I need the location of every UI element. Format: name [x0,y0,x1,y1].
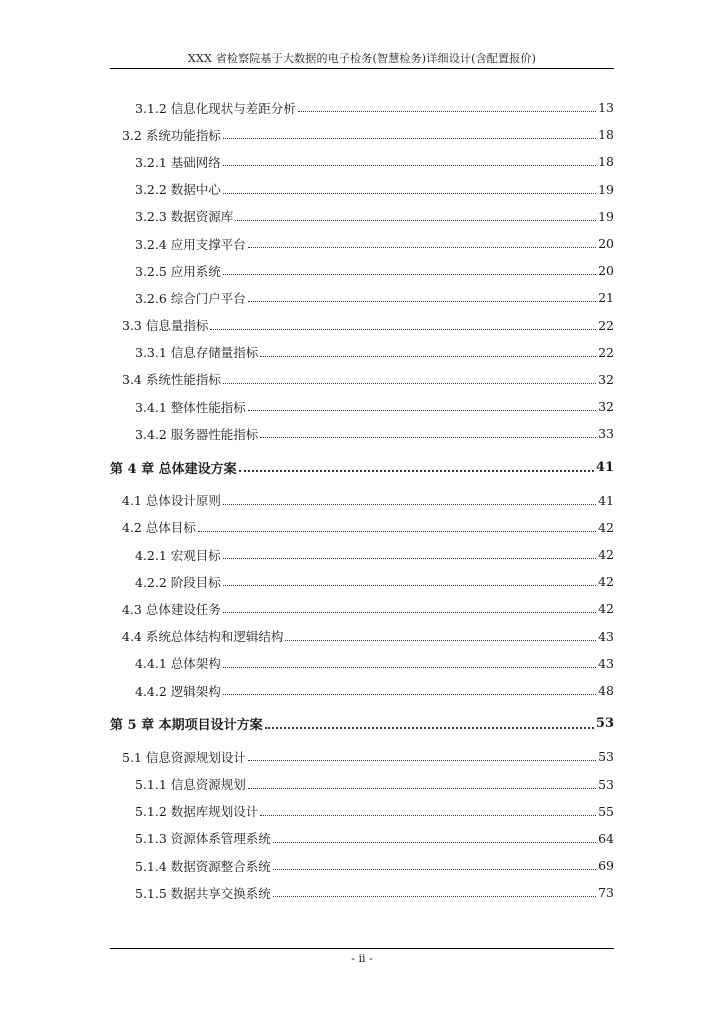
toc-entry[interactable] [110,366,614,393]
toc-entry-page: 53 [598,749,614,765]
toc-entry-page: 64 [598,830,614,846]
toc-entry-label: 5.1.2 数据库规划设计 [135,804,259,820]
toc-dot-leader [248,788,596,789]
toc-entry[interactable] [110,284,614,311]
page-header-title: XXX 省检察院基于大数据的电子检务(智慧检务)详细设计(含配置报价) [187,52,537,65]
toc-entry-label: 3.2.4 应用支撑平台 [135,236,246,252]
toc-entry-label: 3.2.3 数据资源库 [135,209,234,225]
toc-entry[interactable] [110,420,614,447]
toc-entry-label: 4.1 总体设计原则 [122,493,221,509]
toc-dot-leader [298,111,596,112]
toc-dot-leader [265,727,594,729]
toc-entry[interactable] [110,121,614,148]
toc-entry-page: 48 [598,683,614,699]
toc-dot-leader [285,640,596,641]
toc-entry-page: 21 [598,290,614,306]
toc-dot-leader [260,437,596,438]
toc-entry-page: 42 [598,547,614,563]
toc-entry-label: 3.4 系统性能指标 [122,372,221,388]
toc-entry-label: 3.1.2 信息化现状与差距分析 [135,100,296,116]
toc-entry-label: 4.2 总体目标 [122,520,196,536]
toc-entry[interactable] [110,339,614,366]
toc-entry-label: 3.2.1 基础网络 [135,154,221,170]
toc-entry[interactable] [110,677,614,704]
toc-entry-page: 42 [598,601,614,617]
toc-entry[interactable] [110,743,614,770]
toc-entry-label: 4.2.2 阶段目标 [135,574,221,590]
toc-entry-label: 第 4 章 总体建设方案 [110,461,237,477]
toc-entry-page: 20 [598,236,614,252]
toc-dot-leader [223,667,596,668]
toc-entry-label: 5.1.1 信息资源规划 [135,777,246,793]
toc-entry[interactable] [110,514,614,541]
toc-dot-leader [223,504,596,505]
toc-dot-leader [248,760,596,761]
toc-entry-label: 4.3 总体建设任务 [122,601,221,617]
toc-entry-page: 19 [598,208,614,224]
toc-entry-page: 43 [598,628,614,644]
toc-dot-leader [223,193,596,194]
toc-entry[interactable] [110,312,614,339]
toc-entry-page: 41 [595,459,614,475]
toc-dot-leader [223,165,596,166]
toc-entry-page: 73 [598,885,614,901]
toc-dot-leader [223,274,596,275]
toc-entry-label: 4.4 系统总体结构和逻辑结构 [122,629,284,645]
toc-entry-label: 4.2.1 宏观目标 [135,547,221,563]
toc-entry-page: 55 [598,803,614,819]
toc-dot-leader [223,694,596,695]
toc-entry[interactable] [110,595,614,622]
table-of-contents [110,94,614,906]
toc-dot-leader [210,329,596,330]
toc-entry[interactable] [110,541,614,568]
toc-dot-leader [260,815,596,816]
toc-entry-label: 3.3 信息量指标 [122,318,209,334]
toc-entry[interactable] [110,568,614,595]
toc-entry[interactable] [110,230,614,257]
toc-entry-label: 3.2.2 数据中心 [135,182,221,198]
toc-entry[interactable] [110,798,614,825]
toc-entry[interactable] [110,203,614,230]
toc-dot-leader [248,247,596,248]
toc-entry-page: 43 [598,655,614,671]
toc-dot-leader [239,470,594,472]
toc-entry-label: 4.4.1 总体架构 [135,656,221,672]
toc-entry-label: 3.2.6 综合门户平台 [135,290,246,306]
toc-dot-leader [273,896,596,897]
toc-entry[interactable] [110,487,614,514]
toc-entry[interactable] [110,623,614,650]
toc-entry[interactable] [110,650,614,677]
toc-entry[interactable] [110,148,614,175]
toc-entry-page: 42 [598,574,614,590]
toc-entry[interactable] [110,94,614,121]
toc-entry[interactable] [110,393,614,420]
toc-entry-label: 第 5 章 本期项目设计方案 [110,718,263,734]
toc-dot-leader [273,842,596,843]
toc-dot-leader [223,383,596,384]
toc-entry-label: 3.3.1 信息存储量指标 [135,345,259,361]
toc-entry-page: 18 [598,154,614,170]
toc-entry[interactable] [110,852,614,879]
toc-entry[interactable] [110,771,614,798]
header-rule [110,68,614,69]
toc-entry-page: 32 [598,399,614,415]
toc-entry-label: 5.1 信息资源规划设计 [122,749,246,765]
toc-entry-page: 22 [598,344,614,360]
toc-dot-leader [223,585,596,586]
toc-entry[interactable] [110,453,614,480]
toc-dot-leader [235,220,596,221]
toc-entry-page: 41 [598,492,614,508]
toc-dot-leader [198,531,596,532]
toc-dot-leader [223,558,596,559]
toc-entry-label: 3.2.5 应用系统 [135,263,221,279]
toc-dot-leader [248,410,596,411]
toc-entry-label: 4.4.2 逻辑架构 [135,683,221,699]
toc-dot-leader [273,869,596,870]
toc-entry-page: 13 [598,100,614,116]
toc-entry-page: 53 [595,716,614,732]
toc-entry-page: 32 [598,371,614,387]
toc-entry-label: 5.1.4 数据资源整合系统 [135,858,271,874]
toc-dot-leader [260,356,596,357]
toc-entry-page: 42 [598,519,614,535]
toc-entry[interactable] [110,825,614,852]
toc-dot-leader [223,138,596,139]
toc-dot-leader [223,612,596,613]
toc-entry[interactable] [110,257,614,284]
toc-entry-label: 3.2 系统功能指标 [122,127,221,143]
footer-page-number: - ii - [351,952,373,965]
footer-rule [110,948,614,949]
toc-entry-page: 20 [598,263,614,279]
toc-entry-label: 3.4.2 服务器性能指标 [135,426,259,442]
toc-entry-page: 33 [598,426,614,442]
toc-entry-label: 3.4.1 整体性能指标 [135,399,246,415]
watermark [330,888,410,928]
toc-entry-label: 5.1.5 数据共享交换系统 [135,885,271,901]
toc-entry-label: 5.1.3 资源体系管理系统 [135,831,271,847]
toc-entry[interactable] [110,710,614,737]
toc-dot-leader [248,301,596,302]
toc-entry-page: 69 [598,858,614,874]
toc-entry-page: 19 [598,181,614,197]
toc-entry-page: 18 [598,127,614,143]
toc-entry-page: 53 [598,776,614,792]
toc-entry-page: 22 [598,317,614,333]
toc-entry[interactable] [110,176,614,203]
